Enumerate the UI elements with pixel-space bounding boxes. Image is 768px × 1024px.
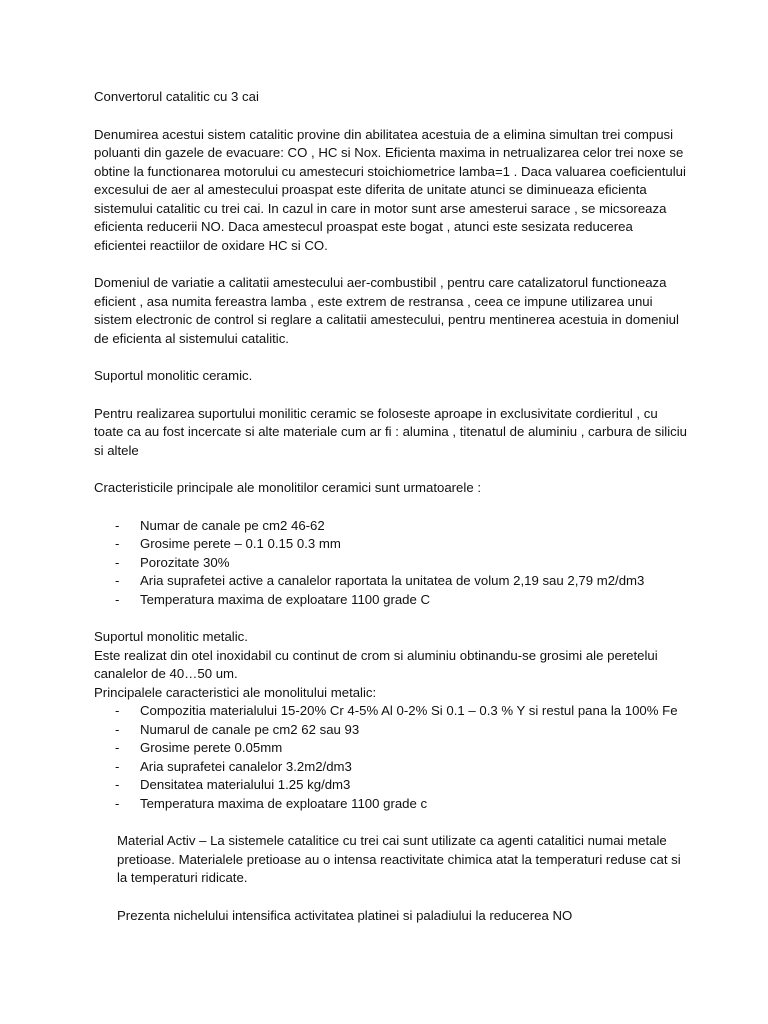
paragraph-metal-characteristics: Principalele caracteristici ale monolitului metalic:	[94, 684, 377, 700]
paragraph-lambda-window: Domeniul de variatie a calitatii amestecului aer-combustibil , pentru care catalizatorul functioneaza eficient , asa numita fereastra lamba , este extrem de restransa , ceea ce impune utilizarea unui sistem electronic de control si reglare a calitatii amestecului, pentru mentinerea acestuia in domeniul de eficienta al sistemului catalitic.	[94, 275, 679, 346]
list-item: - Numar de canale pe cm2 46-62	[115, 517, 325, 533]
paragraph-active-material: Material Activ – La sistemele catalitice cu trei cai sunt utilizate ca agenti catalitici numai metale pretioase. Materialele pretioase au o intensa reactivitate chimica atat la temperaturi reduse cat si la temperaturi ridicate.	[117, 833, 681, 885]
list-item: - Grosime perete – 0.1 0.15 0.3 mm	[115, 536, 341, 551]
paragraph-ceramic-materials: Pentru realizarea suportului monilitic ceramic se foloseste aproape in exclusivitate cordieritul , cu toate ca au fost incercate si alte materiale cum ar fi : alumina , titenatul de aluminiu , carbura de siliciu si altele	[94, 405, 687, 458]
document-title: Convertorul catalitic cu 3 cai	[94, 89, 259, 104]
metal-characteristics-list	[94, 702, 688, 813]
paragraph-ceramic-characteristics: Cracteristicile principale ale monolitilor ceramici sunt urmatoarele :	[94, 480, 481, 495]
ceramic-characteristics-list	[94, 517, 688, 610]
list-item: - Compozitia materialului 15-20% Cr 4-5% Al 0-2% Si 0.1 – 0.3 % Y si restul pana la 100% Fe	[115, 703, 678, 718]
list-item: - Aria suprafetei canalelor 3.2m2/dm3	[115, 758, 352, 774]
list-item: - Aria suprafetei active a canalelor raportata la unitatea de volum 2,19 sau 2,79 m2/dm3	[115, 573, 645, 588]
paragraph-nickel: Prezenta nichelului intensifica activitatea platinei si paladiului la reducerea NO	[117, 907, 573, 923]
heading-ceramic-support: Suportul monolitic ceramic.	[94, 368, 253, 383]
heading-metal-support: Suportul monolitic metalic.	[94, 629, 248, 644]
list-item: - Numarul de canale pe cm2 62 sau 93	[115, 721, 360, 737]
paragraph-metal-material: Este realizat din otel inoxidabil cu continut de crom si aluminiu obtinandu-se grosimi ale peretelui canalelor de 40…50 um.	[94, 647, 658, 681]
list-item: - Densitatea materialului 1.25 kg/dm3	[115, 777, 351, 792]
paragraph-intro: Denumirea acestui sistem catalitic provine din abilitatea acestuia de a elimina simultan trei compusi poluanti din gazele de evacuare: CO , HC si Nox. Eficienta maxima in netrualizarea celor trei noxe se obtine la functionarea motorului cu amestecuri stoichiometrice lamba=1 . Daca valuarea coeficientului excesului de aer al amestecului proaspat este diferita de unitate atunci se diminueaza eficienta sistemului catalitic cu trei cai. In cazul in care in motor sunt arse amesterui sarace , se micsoreaza eficienta reducerii NO. Daca amestecul proaspat este bogat , atunci este sesizata reducerea eficientei reactiilor de oxidare HC si CO.	[94, 126, 686, 253]
list-item: - Temperatura maxima de exploatare 1100 grade C	[115, 591, 431, 607]
list-item: - Grosime perete 0.05mm	[115, 740, 283, 755]
list-item: - Temperatura maxima de exploatare 1100 grade c	[115, 795, 428, 811]
list-item: - Porozitate 30%	[115, 554, 230, 570]
